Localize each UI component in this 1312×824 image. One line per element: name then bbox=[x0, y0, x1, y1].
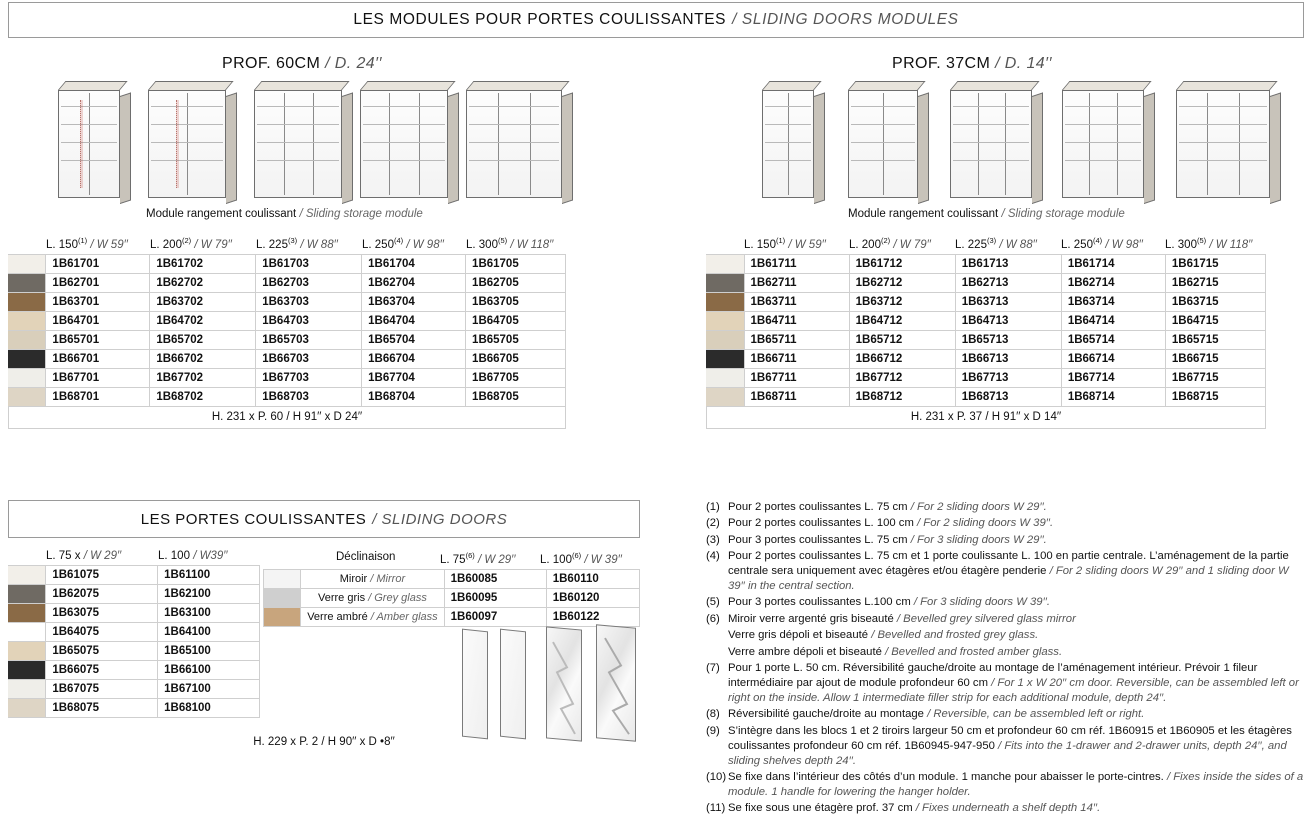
ref-table-prof37-body bbox=[706, 254, 1266, 407]
product-code: 1B62100 bbox=[158, 585, 260, 604]
ref-table-prof60-footer: H. 231 x P. 60 / H 91′′ x D 24′′ bbox=[8, 407, 566, 429]
footnote-number: (10) bbox=[706, 770, 727, 783]
product-code: 1B65704 bbox=[362, 330, 466, 349]
table-row bbox=[8, 368, 566, 387]
product-code: 1B67712 bbox=[849, 368, 955, 387]
footnotes-list bbox=[706, 500, 1306, 818]
product-code: 1B67713 bbox=[955, 368, 1061, 387]
product-code: 1B62075 bbox=[46, 585, 158, 604]
footnote-number: (6) bbox=[706, 612, 720, 625]
finish-swatch bbox=[706, 311, 744, 330]
footnote-number: (5) bbox=[706, 596, 720, 609]
product-code: 1B65701 bbox=[46, 330, 150, 349]
table-row bbox=[8, 642, 260, 661]
product-code: 1B68704 bbox=[362, 387, 466, 406]
finish-swatch bbox=[8, 566, 46, 585]
caption-prof60 bbox=[146, 208, 423, 220]
product-code: 1B65703 bbox=[256, 330, 362, 349]
footnote bbox=[706, 500, 1306, 515]
product-code: 1B63713 bbox=[955, 292, 1061, 311]
product-code: 1B60095 bbox=[444, 589, 546, 608]
product-code: 1B64712 bbox=[849, 311, 955, 330]
door-drawing-mirror-2 bbox=[596, 624, 636, 741]
product-code: 1B62712 bbox=[849, 273, 955, 292]
glass-swatch bbox=[264, 589, 301, 608]
product-code: 1B62711 bbox=[744, 273, 849, 292]
doors-title-en: / SLIDING DOORS bbox=[372, 510, 508, 528]
product-code: 1B64713 bbox=[955, 311, 1061, 330]
finish-swatch bbox=[8, 273, 46, 292]
footnote-text: Se fixe sous une étagère prof. 37 cm / Fixes underneath a shelf depth 14′′. bbox=[728, 802, 1101, 815]
page-title-en: / SLIDING DOORS MODULES bbox=[732, 11, 959, 28]
ref-table-prof37 bbox=[706, 236, 1266, 429]
table-row bbox=[706, 292, 1266, 311]
product-code: 1B64704 bbox=[362, 311, 466, 330]
product-code: 1B64711 bbox=[744, 311, 849, 330]
product-code: 1B67705 bbox=[466, 368, 566, 387]
product-code: 1B66713 bbox=[955, 349, 1061, 368]
product-code: 1B65712 bbox=[849, 330, 955, 349]
product-code: 1B62715 bbox=[1165, 273, 1265, 292]
product-code: 1B62704 bbox=[362, 273, 466, 292]
product-code: 1B63705 bbox=[466, 292, 566, 311]
footnote-text: S’intègre dans les blocs 1 et 2 tiroirs largeur 50 cm et profondeur 60 cm réf. 1B60915 et 1B60905 et les étagères coulissantes profondeur 60 cm réf. 1B60945-947-950 / Fits into the 1-drawer and 2-drawer units, depth 24′′, and sliding shelves depth 24′′. bbox=[728, 724, 1292, 767]
table-row bbox=[706, 254, 1266, 273]
cabinet-drawing-225 bbox=[254, 90, 342, 198]
product-code: 1B64705 bbox=[466, 311, 566, 330]
product-code: 1B64715 bbox=[1165, 311, 1265, 330]
footnote bbox=[706, 628, 1306, 643]
product-code: 1B68711 bbox=[744, 387, 849, 406]
product-code: 1B65714 bbox=[1061, 330, 1165, 349]
finish-swatch bbox=[706, 349, 744, 368]
cabinet-drawing-200 bbox=[148, 90, 226, 198]
product-code: 1B62701 bbox=[46, 273, 150, 292]
table-row bbox=[8, 292, 566, 311]
doors-ref-table bbox=[8, 550, 260, 718]
doors-section-title bbox=[8, 500, 640, 538]
product-code: 1B68100 bbox=[158, 699, 260, 718]
product-code: 1B61704 bbox=[362, 254, 466, 273]
product-code: 1B68702 bbox=[150, 387, 256, 406]
product-code: 1B67704 bbox=[362, 368, 466, 387]
footnote-number: (2) bbox=[706, 517, 720, 530]
section-heading-prof37-fr: PROF. 37CM bbox=[892, 55, 991, 72]
table-row bbox=[706, 368, 1266, 387]
door-drawing-mirror bbox=[546, 626, 582, 741]
footnote bbox=[706, 533, 1306, 548]
glass-type-label: Verre ambré / Amber glass bbox=[301, 608, 444, 627]
table-row bbox=[706, 330, 1266, 349]
cabinet-drawing-37-200 bbox=[848, 90, 918, 198]
doors-ref-table-body bbox=[8, 565, 260, 718]
footnote-text: Pour 2 portes coulissantes L. 100 cm / For 2 sliding doors W 39′′. bbox=[728, 517, 1054, 530]
footnote-text: Miroir verre argenté gris biseauté / Bevelled grey silvered glass mirror bbox=[728, 612, 1076, 625]
footnote-text: Pour 3 portes coulissantes L.100 cm / For 3 sliding doors W 39′′. bbox=[728, 596, 1050, 609]
cabinet-drawing-150 bbox=[58, 90, 120, 198]
product-code: 1B68701 bbox=[46, 387, 150, 406]
caption-prof37-en: / Sliding storage module bbox=[1001, 208, 1125, 220]
finish-swatch bbox=[8, 368, 46, 387]
footnote-text: Pour 2 portes coulissantes L. 75 cm et 1 porte coulissante L. 100 en partie centrale. L’aménagement de la partie centrale sera uniquement avec étagères et/ou étagère penderie / For 2 sliding doors W 29′′ and 1 sliding door W 39′′ in the central section. bbox=[728, 550, 1289, 593]
table-row bbox=[264, 608, 640, 627]
table-row bbox=[8, 661, 260, 680]
ref-table-prof60 bbox=[8, 236, 566, 429]
glass-type-label: Verre gris / Grey glass bbox=[301, 589, 444, 608]
finish-swatch bbox=[8, 330, 46, 349]
product-code: 1B65075 bbox=[46, 642, 158, 661]
footnote-text: Verre gris dépoli et biseauté / Bevelled and frosted grey glass. bbox=[728, 629, 1039, 642]
table-row bbox=[264, 570, 640, 589]
product-code: 1B61711 bbox=[744, 254, 849, 273]
product-code: 1B67714 bbox=[1061, 368, 1165, 387]
footnote bbox=[706, 661, 1306, 706]
caption-prof37 bbox=[848, 208, 1125, 220]
product-code: 1B61702 bbox=[150, 254, 256, 273]
ref-table-prof60-body bbox=[8, 254, 566, 407]
finish-swatch bbox=[8, 699, 46, 718]
product-code: 1B63702 bbox=[150, 292, 256, 311]
product-code: 1B63711 bbox=[744, 292, 849, 311]
footnote-number bbox=[706, 645, 728, 660]
footnote-number: (8) bbox=[706, 708, 720, 721]
table-row bbox=[8, 311, 566, 330]
product-code: 1B63075 bbox=[46, 604, 158, 623]
finish-swatch bbox=[8, 661, 46, 680]
product-code: 1B64714 bbox=[1061, 311, 1165, 330]
section-heading-prof60-fr: PROF. 60CM bbox=[222, 55, 321, 72]
finish-swatch bbox=[8, 680, 46, 699]
product-code: 1B68703 bbox=[256, 387, 362, 406]
table-row bbox=[8, 585, 260, 604]
finish-swatch bbox=[8, 292, 46, 311]
product-code: 1B66100 bbox=[158, 661, 260, 680]
footnote bbox=[706, 724, 1306, 769]
footnote-text: Réversibilité gauche/droite au montage / Reversible, can be assembled left or right. bbox=[728, 708, 1145, 721]
footnote-text: Se fixe dans l’intérieur des côtés d’un module. 1 manche pour abaisser le porte-cintres. / Fixes inside the sides of a module. 1 handle for lowering the hanger holder. bbox=[728, 770, 1304, 798]
declinaison-header-columns: L. 75$^{(6)}$ / W 29′′ L. 100$^{(6)}$ / W 39′′ bbox=[440, 551, 622, 566]
product-code: 1B63703 bbox=[256, 292, 362, 311]
product-code: 1B65702 bbox=[150, 330, 256, 349]
product-code: 1B67100 bbox=[158, 680, 260, 699]
table-row bbox=[8, 623, 260, 642]
product-code: 1B65100 bbox=[158, 642, 260, 661]
product-code: 1B68075 bbox=[46, 699, 158, 718]
ref-table-prof37-header: L. 150$^{(1)}$ / W 59′′ L. 200$^{(2)}$ / W 79′′ L. 225$^{(3)}$ / W 88′′ L. 250$^{(4)}$ / W 98′′ L. 300$^{(5)}$ / W 118′′ bbox=[744, 236, 1253, 251]
product-code: 1B63701 bbox=[46, 292, 150, 311]
product-code: 1B68705 bbox=[466, 387, 566, 406]
product-code: 1B65713 bbox=[955, 330, 1061, 349]
table-row bbox=[8, 699, 260, 718]
product-code: 1B60085 bbox=[444, 570, 546, 589]
product-code: 1B68715 bbox=[1165, 387, 1265, 406]
product-code: 1B67075 bbox=[46, 680, 158, 699]
product-code: 1B67702 bbox=[150, 368, 256, 387]
finish-swatch bbox=[706, 292, 744, 311]
product-code: 1B63704 bbox=[362, 292, 466, 311]
caption-prof60-fr: Module rangement coulissant bbox=[146, 208, 297, 220]
product-code: 1B61715 bbox=[1165, 254, 1265, 273]
finish-swatch bbox=[706, 273, 744, 292]
product-code: 1B66705 bbox=[466, 349, 566, 368]
glass-swatch bbox=[264, 608, 301, 627]
table-row bbox=[264, 589, 640, 608]
footnote-text: Pour 2 portes coulissantes L. 75 cm / For 2 sliding doors W 29′′. bbox=[728, 501, 1047, 513]
table-row bbox=[8, 273, 566, 292]
section-heading-prof60-en: / D. 24′′ bbox=[325, 55, 382, 72]
cabinet-drawing-250 bbox=[360, 90, 448, 198]
product-code: 1B66711 bbox=[744, 349, 849, 368]
product-code: 1B63100 bbox=[158, 604, 260, 623]
product-code: 1B64075 bbox=[46, 623, 158, 642]
product-code: 1B66714 bbox=[1061, 349, 1165, 368]
footnote-number: (4) bbox=[706, 550, 720, 563]
product-code: 1B62705 bbox=[466, 273, 566, 292]
product-code: 1B60097 bbox=[444, 608, 546, 627]
glass-type-label: Miroir / Mirror bbox=[301, 570, 444, 589]
table-row bbox=[8, 604, 260, 623]
doors-table-footer: H. 229 x P. 2 / H 90′′ x D •8′′ bbox=[253, 736, 395, 748]
product-code: 1B67715 bbox=[1165, 368, 1265, 387]
product-code: 1B62713 bbox=[955, 273, 1061, 292]
footnote-number: (3) bbox=[706, 533, 720, 546]
footnote bbox=[706, 645, 1306, 660]
product-code: 1B66712 bbox=[849, 349, 955, 368]
table-row bbox=[8, 566, 260, 585]
product-code: 1B62703 bbox=[256, 273, 362, 292]
door-drawing-2 bbox=[500, 629, 526, 740]
page-title-fr: LES MODULES POUR PORTES COULISSANTES bbox=[353, 11, 727, 28]
product-code: 1B65705 bbox=[466, 330, 566, 349]
product-code: 1B60110 bbox=[546, 570, 639, 589]
footnote-text: Verre ambre dépoli et biseauté / Bevelled and frosted amber glass. bbox=[728, 645, 1063, 658]
finish-swatch bbox=[706, 254, 744, 273]
product-code: 1B67711 bbox=[744, 368, 849, 387]
product-code: 1B66701 bbox=[46, 349, 150, 368]
footnote-text: Pour 1 porte L. 50 cm. Réversibilité gauche/droite au montage de l’aménagement intérieur. Prévoir 1 fileur intermédiaire par ajout de module profondeur 60 cm / For 1 x W 20′′ cm door. Reversible, can be assembled left or right on the inside. Allow 1 intermediate filler strip for each additional module, depth 24′′. bbox=[728, 662, 1299, 704]
footnote bbox=[706, 549, 1306, 594]
product-code: 1B60120 bbox=[546, 589, 639, 608]
product-code: 1B64100 bbox=[158, 623, 260, 642]
declinaison-header-label: Déclinaison bbox=[336, 551, 396, 563]
footnote bbox=[706, 801, 1306, 816]
table-row bbox=[706, 311, 1266, 330]
footnote-number: (9) bbox=[706, 724, 720, 737]
product-code: 1B66704 bbox=[362, 349, 466, 368]
product-code: 1B68714 bbox=[1061, 387, 1165, 406]
footnote bbox=[706, 516, 1306, 531]
product-code: 1B60122 bbox=[546, 608, 639, 627]
product-code: 1B61712 bbox=[849, 254, 955, 273]
finish-swatch bbox=[8, 623, 46, 642]
declinaison-table bbox=[263, 569, 640, 627]
product-code: 1B63712 bbox=[849, 292, 955, 311]
finish-swatch bbox=[706, 387, 744, 406]
finish-swatch bbox=[8, 604, 46, 623]
product-code: 1B64701 bbox=[46, 311, 150, 330]
product-code: 1B68713 bbox=[955, 387, 1061, 406]
finish-swatch bbox=[8, 254, 46, 273]
product-code: 1B65715 bbox=[1165, 330, 1265, 349]
product-code: 1B62714 bbox=[1061, 273, 1165, 292]
section-heading-prof37-en: / D. 14′′ bbox=[995, 55, 1052, 72]
footnote bbox=[706, 770, 1306, 800]
cabinet-drawing-37-300 bbox=[1176, 90, 1270, 198]
finish-swatch bbox=[8, 585, 46, 604]
finish-swatch bbox=[706, 368, 744, 387]
cabinet-drawing-300 bbox=[466, 90, 562, 198]
product-code: 1B64702 bbox=[150, 311, 256, 330]
product-code: 1B61705 bbox=[466, 254, 566, 273]
product-code: 1B66075 bbox=[46, 661, 158, 680]
finish-swatch bbox=[8, 642, 46, 661]
finish-swatch bbox=[8, 311, 46, 330]
product-code: 1B61701 bbox=[46, 254, 150, 273]
table-row bbox=[706, 273, 1266, 292]
mirror-reflection-icon bbox=[597, 625, 637, 742]
footnote bbox=[706, 707, 1306, 722]
table-row bbox=[8, 680, 260, 699]
finish-swatch bbox=[706, 330, 744, 349]
product-code: 1B61713 bbox=[955, 254, 1061, 273]
finish-swatch bbox=[8, 387, 46, 406]
product-code: 1B62702 bbox=[150, 273, 256, 292]
cabinet-drawing-37-250 bbox=[1062, 90, 1144, 198]
product-code: 1B67701 bbox=[46, 368, 150, 387]
section-heading-prof60 bbox=[222, 55, 382, 73]
product-code: 1B61703 bbox=[256, 254, 362, 273]
product-code: 1B64703 bbox=[256, 311, 362, 330]
cabinet-drawing-37-225 bbox=[950, 90, 1032, 198]
table-row bbox=[706, 387, 1266, 406]
table-row bbox=[8, 254, 566, 273]
ref-table-prof60-header: L. 150$^{(1)}$ / W 59′′ L. 200$^{(2)}$ / W 79′′ L. 225$^{(3)}$ / W 88′′ L. 250$^{(4)}$ / W 98′′ L. 300$^{(5)}$ / W 118′′ bbox=[46, 236, 554, 251]
product-code: 1B61075 bbox=[46, 566, 158, 585]
product-code: 1B67703 bbox=[256, 368, 362, 387]
product-code: 1B68712 bbox=[849, 387, 955, 406]
product-code: 1B63714 bbox=[1061, 292, 1165, 311]
section-heading-prof37 bbox=[892, 55, 1052, 73]
product-code: 1B61100 bbox=[158, 566, 260, 585]
table-row bbox=[8, 330, 566, 349]
doors-title-fr: LES PORTES COULISSANTES bbox=[140, 510, 367, 528]
footnote bbox=[706, 612, 1306, 627]
finish-swatch bbox=[8, 349, 46, 368]
caption-prof37-fr: Module rangement coulissant bbox=[848, 208, 999, 220]
doors-ref-table-header: L. 75 x / W 29′′ L. 100 / W39′′ bbox=[46, 550, 228, 562]
product-code: 1B65711 bbox=[744, 330, 849, 349]
product-code: 1B66715 bbox=[1165, 349, 1265, 368]
footnote-text: Pour 3 portes coulissantes L. 75 cm / For 3 sliding doors W 29′′. bbox=[728, 533, 1047, 546]
ref-table-prof37-footer: H. 231 x P. 37 / H 91′′ x D 14′′ bbox=[706, 407, 1266, 429]
page-title bbox=[8, 2, 1304, 38]
footnote-number bbox=[706, 628, 728, 643]
product-code: 1B66702 bbox=[150, 349, 256, 368]
footnote bbox=[706, 595, 1306, 610]
door-drawing-1 bbox=[462, 629, 488, 740]
product-code: 1B63715 bbox=[1165, 292, 1265, 311]
table-row bbox=[8, 349, 566, 368]
footnote-number: (7) bbox=[706, 662, 720, 675]
table-row bbox=[8, 387, 566, 406]
footnote-number: (11) bbox=[706, 802, 726, 815]
caption-prof60-en: / Sliding storage module bbox=[299, 208, 423, 220]
product-code: 1B66703 bbox=[256, 349, 362, 368]
mirror-reflection-icon bbox=[547, 628, 583, 743]
product-code: 1B61714 bbox=[1061, 254, 1165, 273]
cabinet-drawing-37-150 bbox=[762, 90, 814, 198]
table-row bbox=[706, 349, 1266, 368]
footnote-number: (1) bbox=[706, 501, 720, 513]
glass-swatch bbox=[264, 570, 301, 589]
